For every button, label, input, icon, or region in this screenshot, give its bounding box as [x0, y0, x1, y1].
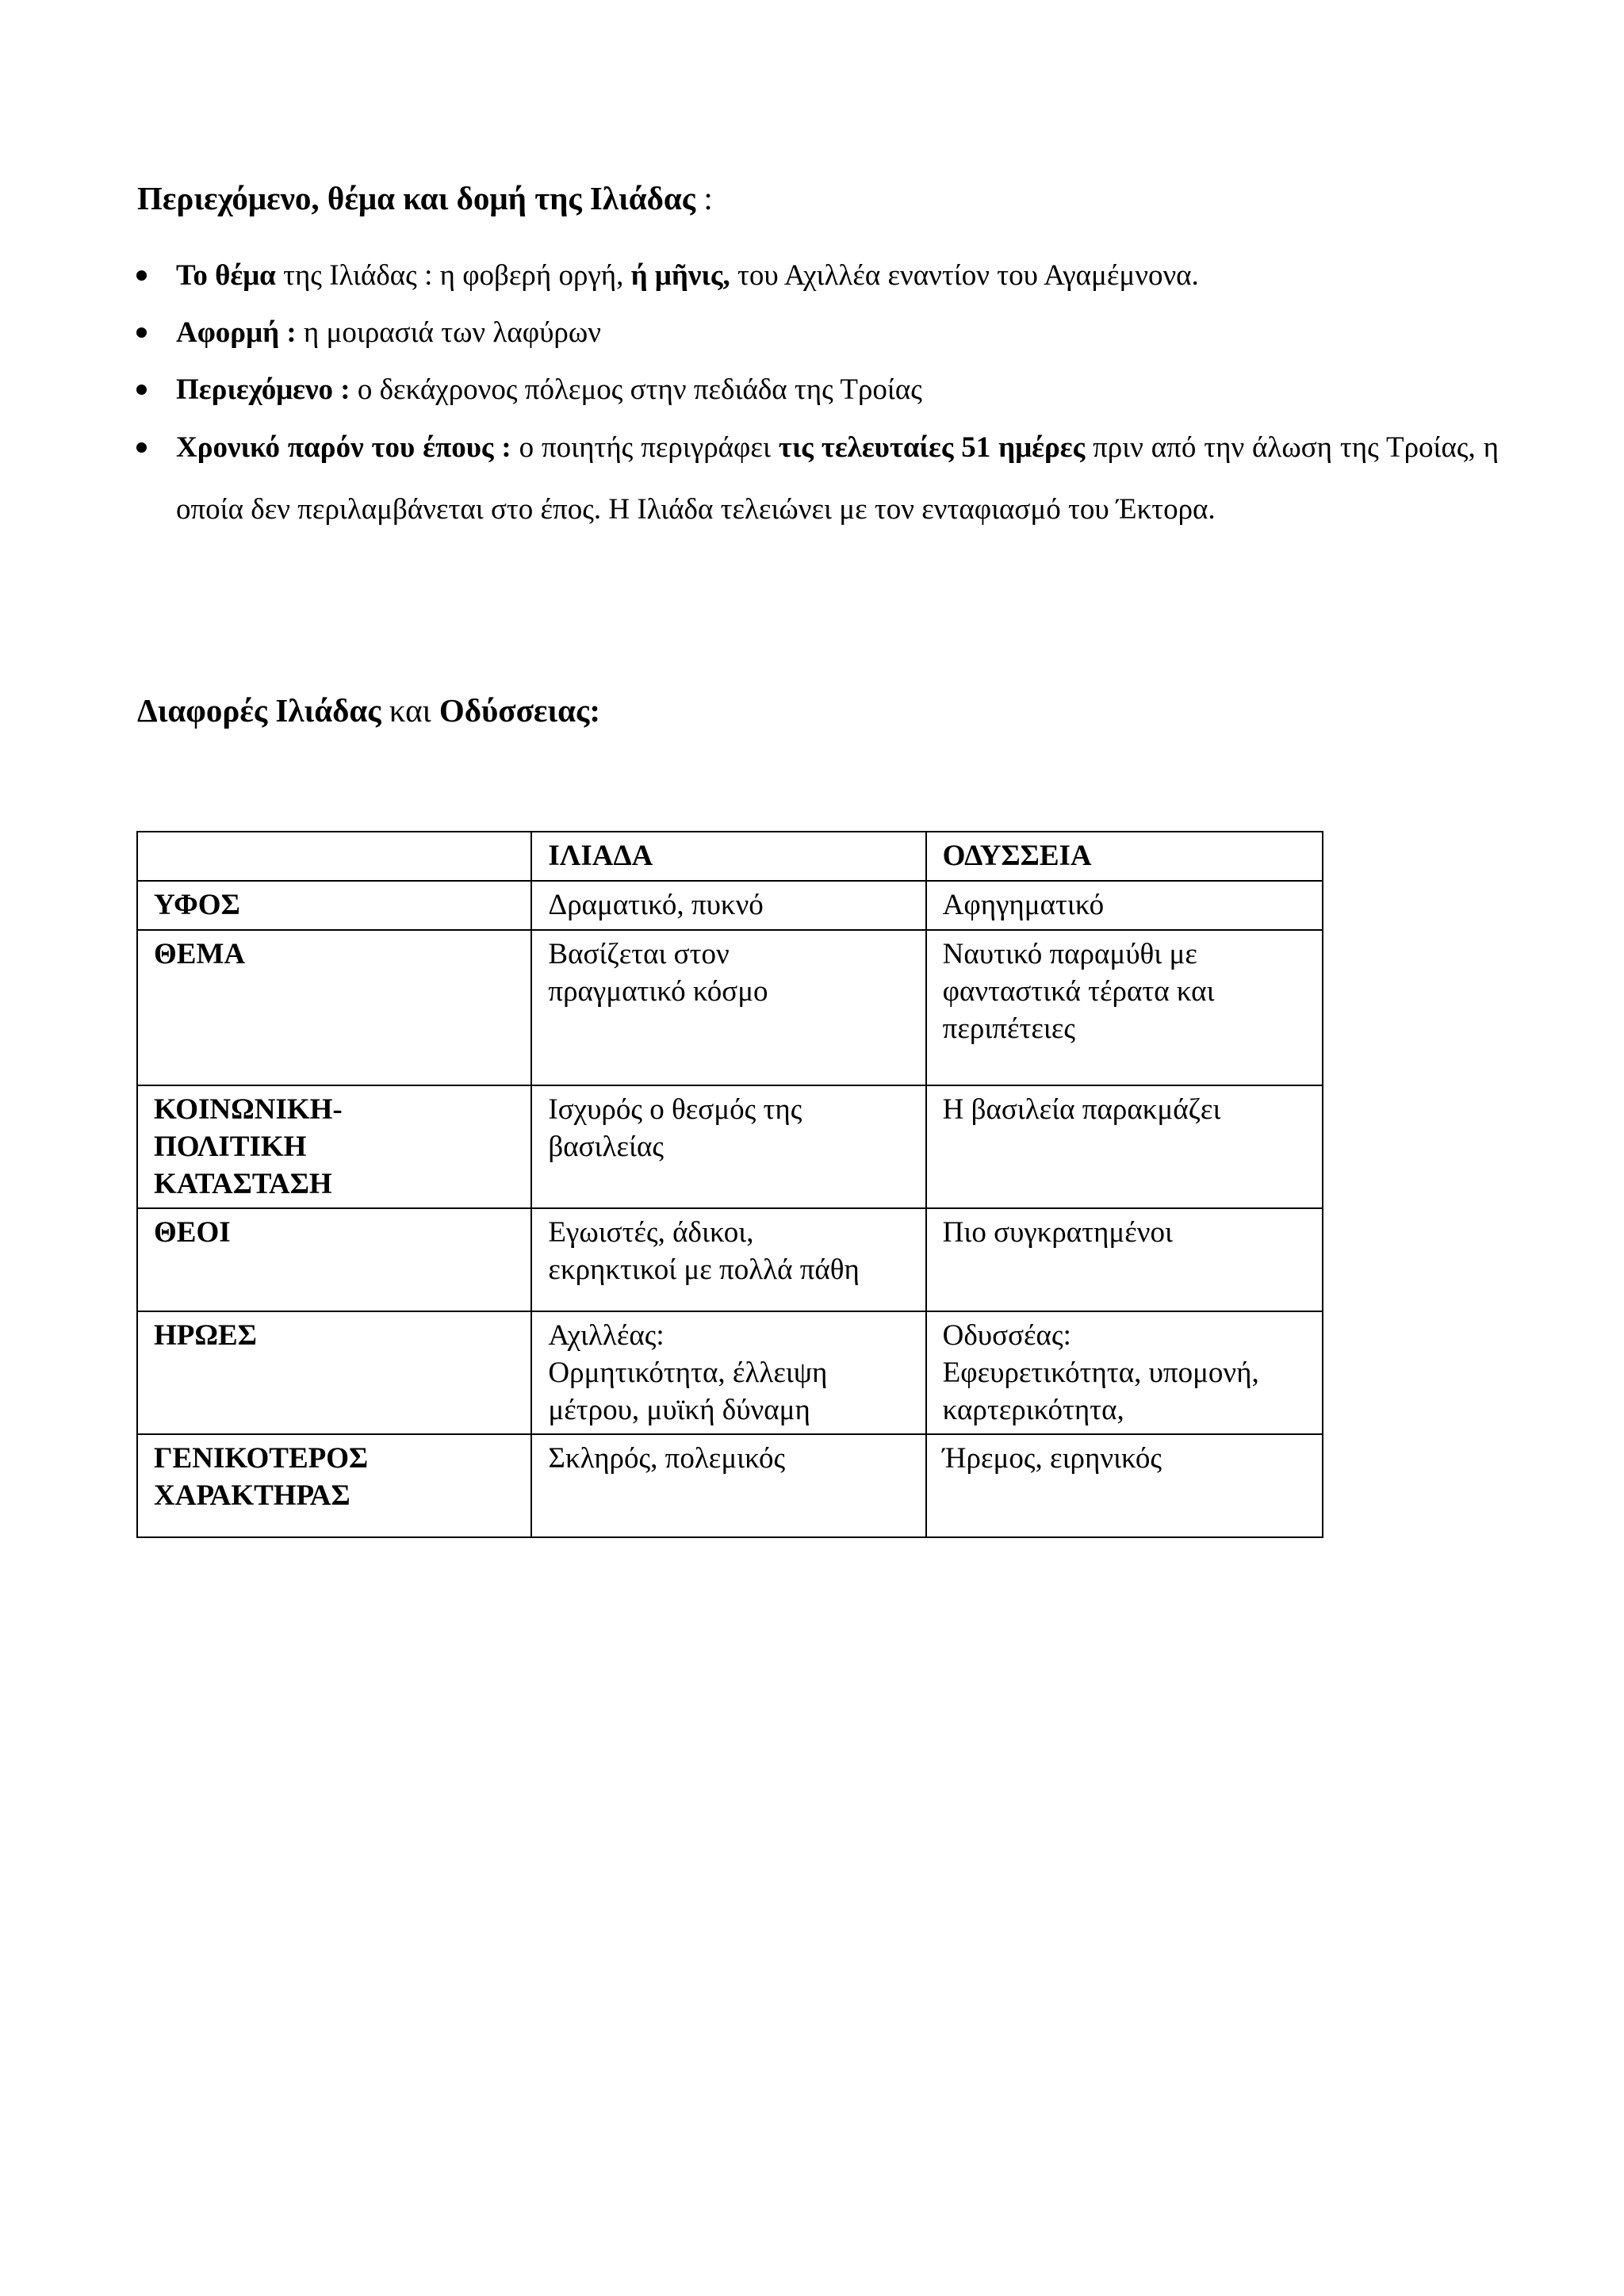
cell-text: Αφηγηματικό: [942, 889, 1105, 921]
bullet-text: Αφορμή :: [176, 316, 297, 349]
table-header-odyssey: ΟΔΥΣΣΕΙΑ: [926, 832, 1323, 881]
bullet-text: Το θέμα: [176, 259, 276, 292]
bullet-text: η μοιρασιά των λαφύρων: [296, 316, 601, 349]
table-row: [137, 1434, 1323, 1537]
odyssey-cell: [926, 1434, 1323, 1537]
section2-title-and: και: [381, 692, 439, 729]
bullet-text: Περιεχόμενο :: [176, 373, 350, 406]
cell-text: πραγματικό κόσμο: [548, 975, 768, 1008]
cell-text: Οδυσσέας:: [942, 1319, 1071, 1352]
section2-title-odyssey: Οδύσσειας:: [439, 692, 600, 729]
comparison-table: [136, 831, 1323, 1538]
cell-text: Η βασιλεία παρακμάζει: [942, 1093, 1221, 1126]
list-item: [135, 369, 1499, 411]
section-title-differences: [137, 691, 600, 729]
bullet-text: πριν από την άλωση της Τροίας, η οποία δεν περιλαμβάνεται στο έπος. Η Ιλιάδα τελειώνει με τον ενταφιασμό του Έκτορα.: [176, 431, 1499, 526]
cell-text: Ισχυρός ο θεσμός της: [548, 1093, 802, 1126]
table-row: [137, 1311, 1323, 1434]
cell-text: περιπέτειες: [942, 1012, 1076, 1045]
bullet-dot-icon: [136, 327, 147, 338]
cell-text: Δραματικό, πυκνό: [548, 889, 764, 921]
cell-text: Αχιλλέας:: [548, 1319, 665, 1352]
bullet-text: ή μῆνις,: [630, 259, 730, 292]
cell-text: Σκληρός, πολεμικός: [548, 1442, 786, 1475]
iliad-cell: [531, 930, 925, 1085]
cell-text: ΠΟΛΙΤΙΚΗ: [154, 1131, 307, 1163]
cell-text: ΧΑΡΑΚΤΗΡΑΣ: [154, 1479, 350, 1512]
list-item: [135, 417, 1499, 541]
list-item: [135, 312, 1499, 354]
bullet-dot-icon: [136, 270, 147, 281]
section-title-iliad-content: [137, 179, 713, 217]
cell-text: ΗΡΩΕΣ: [154, 1319, 257, 1352]
cell-text: φανταστικά τέρατα και: [942, 975, 1215, 1008]
cell-text: ΥΦΟΣ: [154, 889, 240, 921]
cell-text: Εγωιστές, άδικοι,: [548, 1216, 754, 1249]
cell-text: εκρηκτικοί με πολλά πάθη: [548, 1253, 860, 1286]
odyssey-cell: [926, 1311, 1323, 1434]
odyssey-cell: [926, 1208, 1323, 1311]
table-row: [137, 930, 1323, 1085]
cell-text: ΚΟΙΝΩΝΙΚΗ-: [154, 1093, 343, 1126]
cell-text: ΘΕΟΙ: [154, 1216, 231, 1249]
bullet-text: ο δεκάχρονος πόλεμος στην πεδιάδα της Τροίας: [350, 373, 922, 406]
cell-text: Ήρεμος, ειρηνικός: [942, 1442, 1162, 1475]
cell-text: ΚΑΤΑΣΤΑΣΗ: [154, 1168, 332, 1200]
cell-text: Βασίζεται στον: [548, 938, 730, 970]
cell-text: ΘΕΜΑ: [154, 938, 246, 970]
cell-text: μέτρου, μυϊκή δύναμη: [548, 1394, 810, 1426]
bullet-text: του Αχιλλέα εναντίον του Αγαμέμνονα.: [730, 259, 1199, 292]
table-row: [137, 881, 1323, 930]
odyssey-cell: [926, 1085, 1323, 1208]
bullet-text: της Ιλιάδας : η φοβερή οργή,: [275, 259, 631, 292]
bullet-text: ο ποιητής περιγράφει: [511, 431, 779, 464]
section-title-bold: Περιεχόμενο, θέμα και δομή της Ιλιάδας: [137, 180, 696, 216]
row-label-cell: [137, 1085, 531, 1208]
cell-text: καρτερικότητα,: [942, 1394, 1124, 1426]
table-row: [137, 1208, 1323, 1311]
cell-text: Εφευρετικότητα, υπομονή,: [942, 1357, 1259, 1389]
iliad-cell: [531, 1208, 925, 1311]
bullet-dot-icon: [136, 385, 147, 395]
table-header-empty: [137, 832, 531, 881]
row-label-cell: [137, 1311, 531, 1434]
cell-text: βασιλείας: [548, 1131, 664, 1163]
row-label-cell: [137, 1208, 531, 1311]
bullet-text: τις τελευταίες 51 ημέρες: [778, 431, 1086, 464]
iliad-cell: [531, 1311, 925, 1434]
table-row: [137, 1085, 1323, 1208]
cell-text: ΓΕΝΙΚΟΤΕΡΟΣ: [154, 1442, 369, 1475]
odyssey-cell: [926, 930, 1323, 1085]
cell-text: Ναυτικό παραμύθι με: [942, 938, 1197, 970]
iliad-cell: [531, 1434, 925, 1537]
bullet-list: [135, 255, 1499, 557]
row-label-cell: [137, 881, 531, 930]
cell-text: Ορμητικότητα, έλλειψη: [548, 1357, 828, 1389]
section2-title-iliad: Διαφορές Ιλιάδας: [137, 692, 381, 729]
table-header-iliad: ΙΛΙΑΔΑ: [531, 832, 925, 881]
bullet-dot-icon: [136, 442, 147, 453]
bullet-text: Χρονικό παρόν του έπους :: [176, 431, 511, 464]
iliad-cell: [531, 881, 925, 930]
row-label-cell: [137, 930, 531, 1085]
section-title-suffix: :: [695, 180, 713, 216]
table-header-row: [137, 832, 1323, 881]
iliad-cell: [531, 1085, 925, 1208]
list-item: [135, 255, 1499, 297]
row-label-cell: [137, 1434, 531, 1537]
odyssey-cell: [926, 881, 1323, 930]
cell-text: Πιο συγκρατημένοι: [942, 1216, 1173, 1249]
